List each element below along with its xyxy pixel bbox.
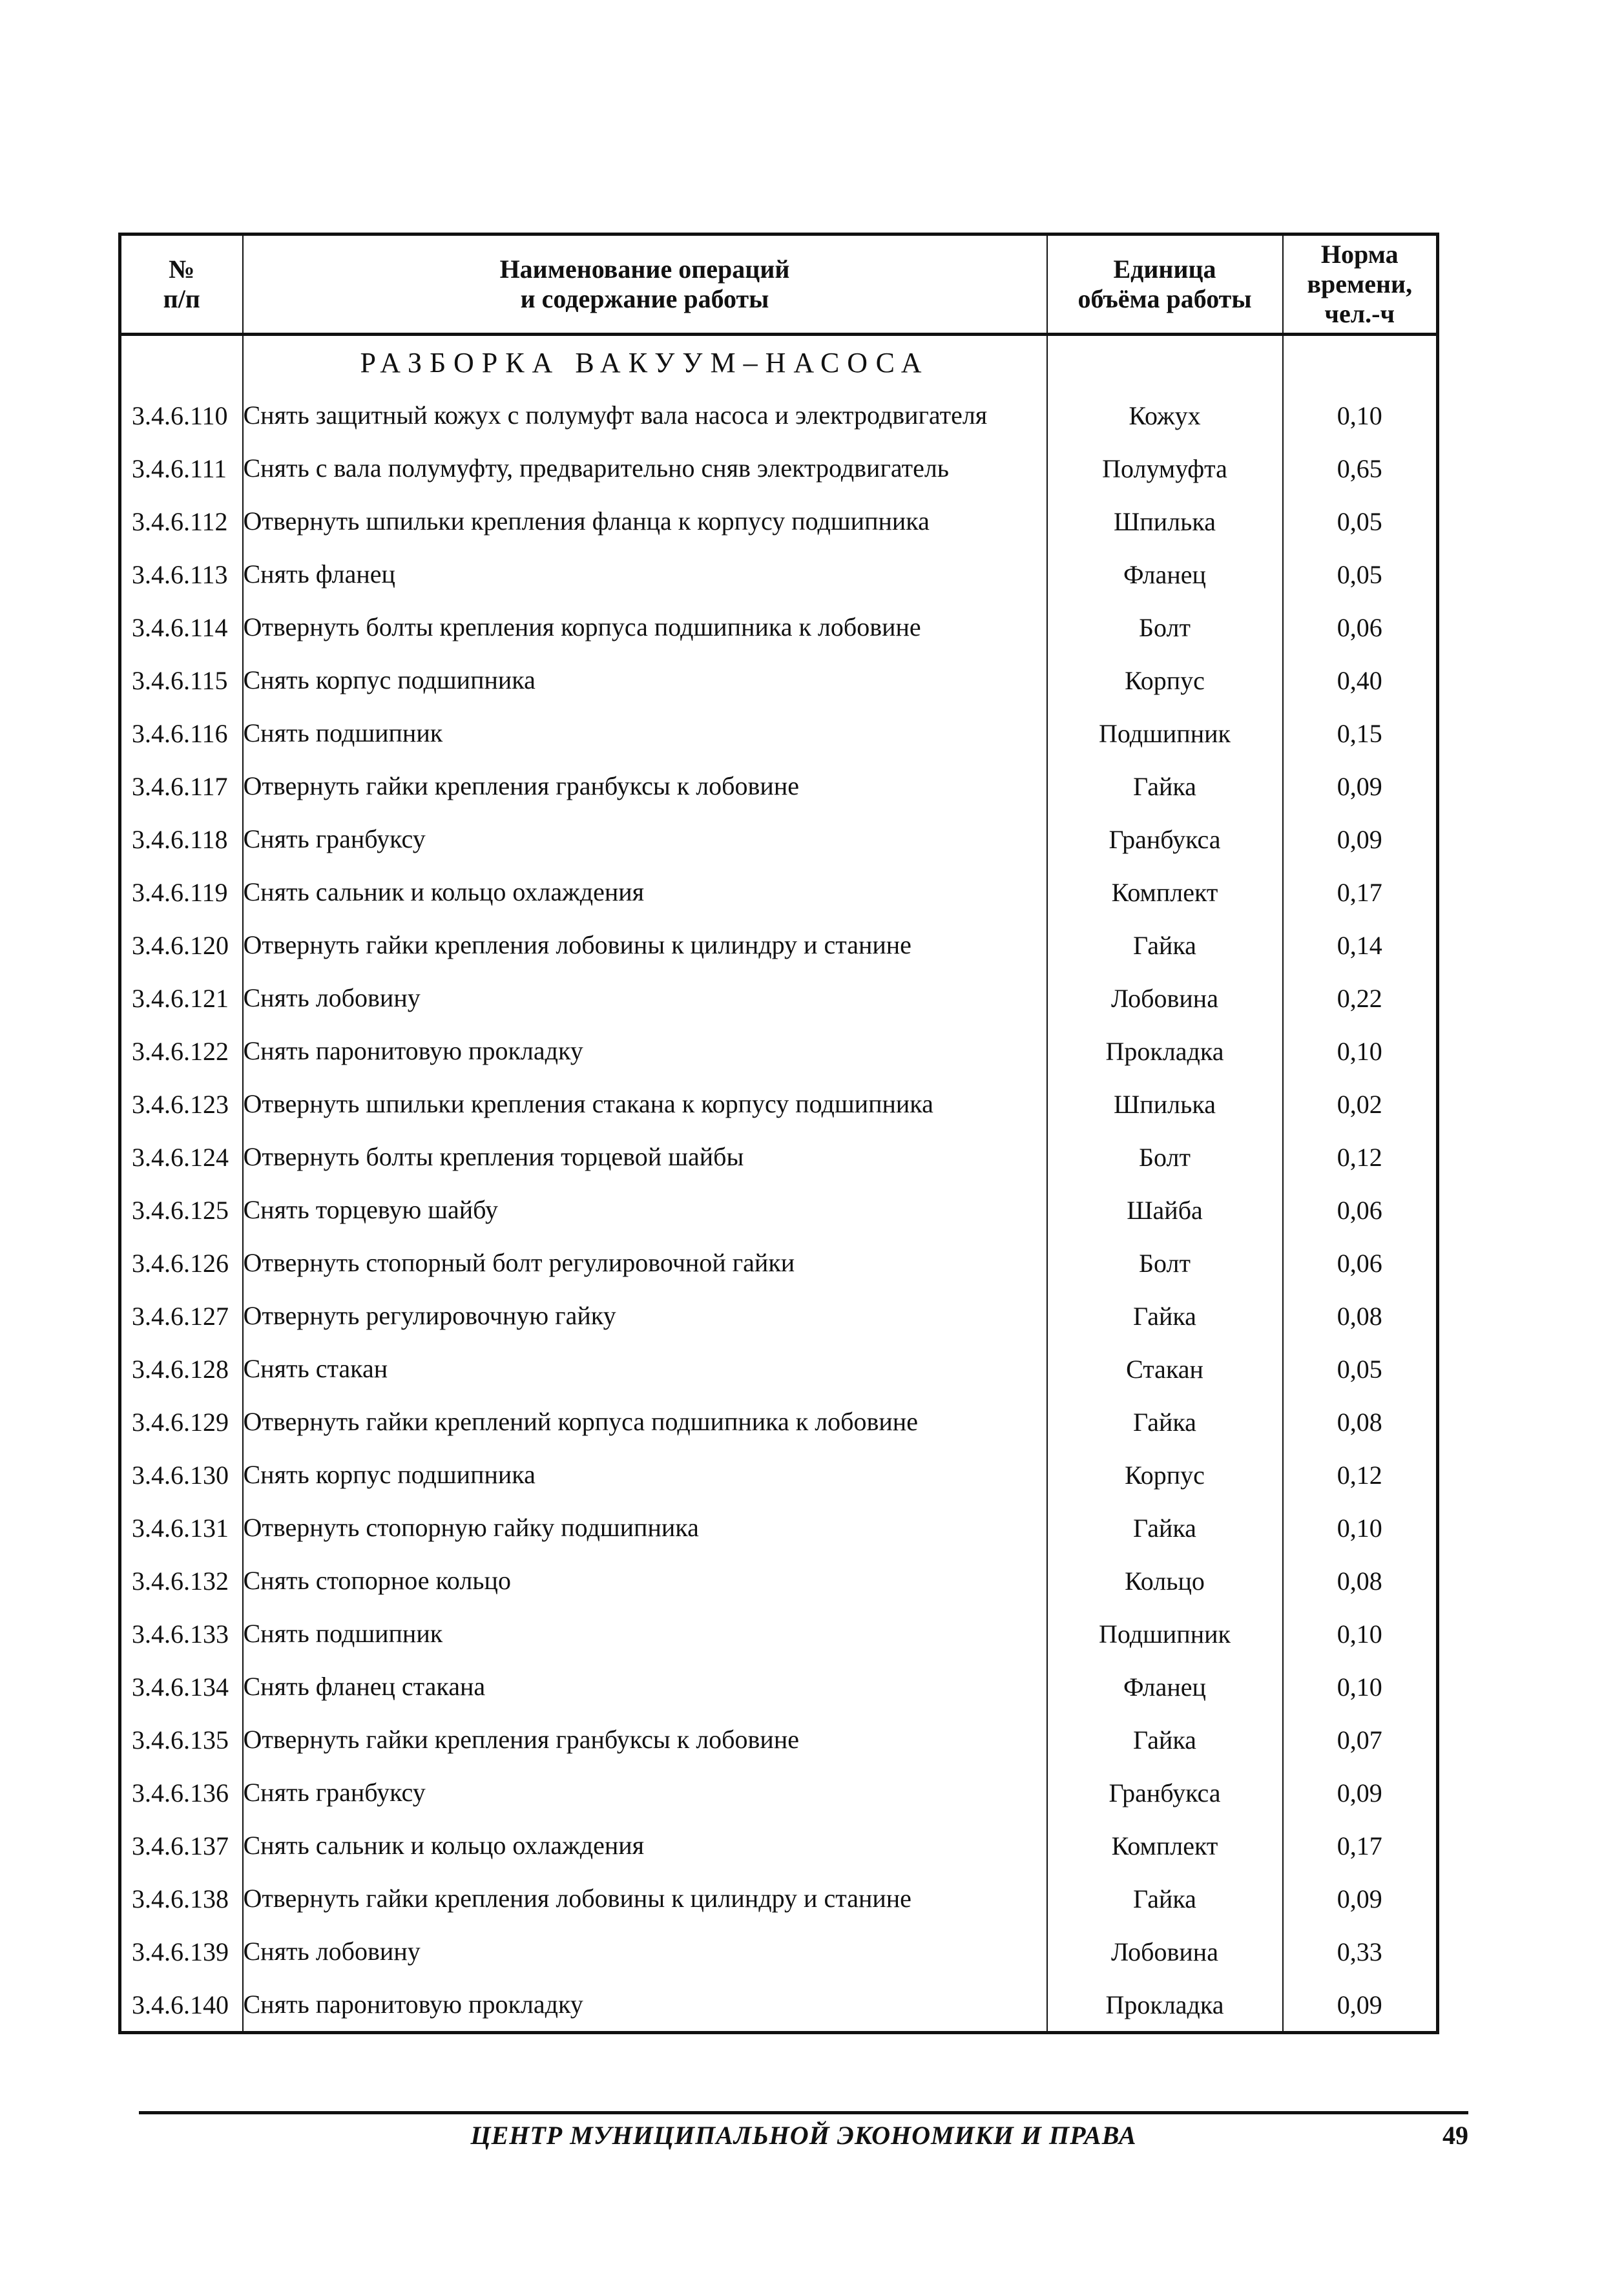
row-norm: 0,10 — [1283, 1660, 1438, 1713]
row-unit: Шпилька — [1047, 1078, 1283, 1130]
header-num-line: п/п — [163, 284, 200, 313]
row-name: Отвернуть регулировочную гайку — [243, 1289, 1047, 1342]
row-norm: 0,14 — [1283, 919, 1438, 972]
row-name: Отвернуть болты крепления корпуса подшипника к лобовине — [243, 601, 1047, 654]
row-norm: 0,06 — [1283, 1183, 1438, 1236]
row-norm: 0,02 — [1283, 1078, 1438, 1130]
row-unit: Стакан — [1047, 1342, 1283, 1395]
row-norm: 0,10 — [1283, 1025, 1438, 1078]
row-unit: Комплект — [1047, 866, 1283, 919]
row-unit: Гайка — [1047, 760, 1283, 813]
row-unit: Кольцо — [1047, 1554, 1283, 1607]
header-row — [120, 234, 1438, 335]
row-unit: Подшипник — [1047, 1607, 1283, 1660]
row-norm: 0,22 — [1283, 972, 1438, 1025]
row-norm: 0,08 — [1283, 1395, 1438, 1448]
row-norm: 0,65 — [1283, 442, 1438, 495]
row-num: 3.4.6.120 — [120, 919, 243, 972]
header-unit — [1047, 234, 1283, 335]
row-norm: 0,09 — [1283, 813, 1438, 866]
row-num: 3.4.6.118 — [120, 813, 243, 866]
row-num: 3.4.6.132 — [120, 1554, 243, 1607]
row-norm: 0,05 — [1283, 1342, 1438, 1395]
section-title: РАЗБОРКА ВАКУУМ–НАСОСА — [243, 335, 1047, 390]
table-row — [120, 760, 1438, 813]
header-norm — [1283, 234, 1438, 335]
row-unit: Фланец — [1047, 548, 1283, 601]
row-name: Снять фланец — [243, 548, 1047, 601]
table-row — [120, 495, 1438, 548]
header-num-line: № — [169, 255, 195, 284]
row-num: 3.4.6.131 — [120, 1501, 243, 1554]
row-name: Снять подшипник — [243, 1607, 1047, 1660]
row-num: 3.4.6.123 — [120, 1078, 243, 1130]
row-name: Снять защитный кожух с полумуфт вала насоса и электродвигателя — [243, 389, 1047, 442]
row-norm: 0,15 — [1283, 707, 1438, 760]
table-row — [120, 1819, 1438, 1872]
footer-organization: ЦЕНТР МУНИЦИПАЛЬНОЙ ЭКОНОМИКИ И ПРАВА — [470, 2121, 1137, 2150]
header-name — [243, 234, 1047, 335]
row-name: Отвернуть шпильки крепления фланца к корпусу подшипника — [243, 495, 1047, 548]
row-num: 3.4.6.111 — [120, 442, 243, 495]
row-num: 3.4.6.135 — [120, 1713, 243, 1766]
row-unit: Болт — [1047, 1236, 1283, 1289]
table-row — [120, 1342, 1438, 1395]
row-num: 3.4.6.126 — [120, 1236, 243, 1289]
row-num: 3.4.6.140 — [120, 1978, 243, 2033]
row-name: Отвернуть гайки крепления гранбуксы к лобовине — [243, 1713, 1047, 1766]
row-norm: 0,05 — [1283, 548, 1438, 601]
row-num: 3.4.6.117 — [120, 760, 243, 813]
row-num: 3.4.6.125 — [120, 1183, 243, 1236]
row-num: 3.4.6.129 — [120, 1395, 243, 1448]
row-unit: Шпилька — [1047, 495, 1283, 548]
table-row — [120, 707, 1438, 760]
row-unit: Корпус — [1047, 1448, 1283, 1501]
table-row — [120, 1078, 1438, 1130]
row-num: 3.4.6.113 — [120, 548, 243, 601]
table-row — [120, 548, 1438, 601]
table-row — [120, 1183, 1438, 1236]
row-name: Снять торцевую шайбу — [243, 1183, 1047, 1236]
row-num: 3.4.6.136 — [120, 1766, 243, 1819]
row-num: 3.4.6.119 — [120, 866, 243, 919]
row-unit: Корпус — [1047, 654, 1283, 707]
table-row — [120, 1660, 1438, 1713]
row-unit: Подшипник — [1047, 707, 1283, 760]
row-name: Снять с вала полумуфту, предварительно сняв электродвигатель — [243, 442, 1047, 495]
header-norm-line: Норма — [1320, 240, 1399, 269]
row-name: Отвернуть гайки крепления лобовины к цилиндру и станине — [243, 1872, 1047, 1925]
table-row — [120, 1978, 1438, 2033]
table-row — [120, 1607, 1438, 1660]
norm-table — [118, 233, 1439, 2034]
row-num: 3.4.6.138 — [120, 1872, 243, 1925]
table-row — [120, 1501, 1438, 1554]
section-unit-cell — [1047, 335, 1283, 390]
row-name: Снять сальник и кольцо охлаждения — [243, 866, 1047, 919]
table-row — [120, 972, 1438, 1025]
row-norm: 0,06 — [1283, 1236, 1438, 1289]
table-row — [120, 1236, 1438, 1289]
row-unit: Гайка — [1047, 919, 1283, 972]
row-unit: Гайка — [1047, 1872, 1283, 1925]
row-unit: Гранбукса — [1047, 1766, 1283, 1819]
row-name: Снять гранбуксу — [243, 1766, 1047, 1819]
row-num: 3.4.6.114 — [120, 601, 243, 654]
row-name: Отвернуть болты крепления торцевой шайбы — [243, 1130, 1047, 1183]
row-unit: Гайка — [1047, 1501, 1283, 1554]
table-row — [120, 919, 1438, 972]
section-num-cell — [120, 335, 243, 390]
row-unit: Лобовина — [1047, 1925, 1283, 1978]
row-num: 3.4.6.139 — [120, 1925, 243, 1978]
row-name: Снять лобовину — [243, 972, 1047, 1025]
table-row — [120, 1766, 1438, 1819]
row-unit: Прокладка — [1047, 1978, 1283, 2033]
table-row — [120, 1289, 1438, 1342]
row-num: 3.4.6.122 — [120, 1025, 243, 1078]
header-name-line: Наименование операций — [499, 255, 790, 284]
row-unit: Болт — [1047, 601, 1283, 654]
row-name: Снять корпус подшипника — [243, 1448, 1047, 1501]
header-unit-line: Единица — [1113, 255, 1216, 284]
row-unit: Гайка — [1047, 1289, 1283, 1342]
row-unit: Шайба — [1047, 1183, 1283, 1236]
table-row — [120, 389, 1438, 442]
row-norm: 0,12 — [1283, 1448, 1438, 1501]
row-name: Снять паронитовую прокладку — [243, 1025, 1047, 1078]
row-name: Отвернуть стопорную гайку подшипника — [243, 1501, 1047, 1554]
table-row — [120, 442, 1438, 495]
row-num: 3.4.6.116 — [120, 707, 243, 760]
header-unit-line: объёма работы — [1077, 284, 1252, 313]
row-num: 3.4.6.110 — [120, 389, 243, 442]
row-norm: 0,08 — [1283, 1554, 1438, 1607]
row-norm: 0,40 — [1283, 654, 1438, 707]
table-row — [120, 1130, 1438, 1183]
row-unit: Гранбукса — [1047, 813, 1283, 866]
row-num: 3.4.6.121 — [120, 972, 243, 1025]
row-norm: 0,10 — [1283, 1607, 1438, 1660]
row-name: Снять гранбуксу — [243, 813, 1047, 866]
row-unit: Гайка — [1047, 1713, 1283, 1766]
table-row — [120, 813, 1438, 866]
row-norm: 0,10 — [1283, 1501, 1438, 1554]
row-unit: Комплект — [1047, 1819, 1283, 1872]
header-name-line: и содержание работы — [520, 284, 769, 313]
row-name: Снять подшипник — [243, 707, 1047, 760]
row-name: Снять стакан — [243, 1342, 1047, 1395]
row-norm: 0,05 — [1283, 495, 1438, 548]
row-name: Отвернуть шпильки крепления стакана к корпусу подшипника — [243, 1078, 1047, 1130]
row-num: 3.4.6.115 — [120, 654, 243, 707]
table-row — [120, 1448, 1438, 1501]
table-row — [120, 601, 1438, 654]
header-norm-line: времени, — [1307, 269, 1413, 298]
row-name: Отвернуть гайки крепления гранбуксы к лобовине — [243, 760, 1047, 813]
row-norm: 0,08 — [1283, 1289, 1438, 1342]
row-num: 3.4.6.137 — [120, 1819, 243, 1872]
row-unit: Гайка — [1047, 1395, 1283, 1448]
row-norm: 0,09 — [1283, 1978, 1438, 2033]
table-row — [120, 1025, 1438, 1078]
table-row — [120, 1872, 1438, 1925]
page-number: 49 — [1442, 2121, 1468, 2150]
row-name: Снять корпус подшипника — [243, 654, 1047, 707]
table-row — [120, 654, 1438, 707]
row-norm: 0,12 — [1283, 1130, 1438, 1183]
row-unit: Полумуфта — [1047, 442, 1283, 495]
table-row — [120, 1554, 1438, 1607]
table-row — [120, 1395, 1438, 1448]
table-row — [120, 1713, 1438, 1766]
row-name: Отвернуть гайки креплений корпуса подшипника к лобовине — [243, 1395, 1047, 1448]
row-norm: 0,10 — [1283, 389, 1438, 442]
row-norm: 0,09 — [1283, 1872, 1438, 1925]
row-norm: 0,09 — [1283, 1766, 1438, 1819]
row-num: 3.4.6.134 — [120, 1660, 243, 1713]
row-num: 3.4.6.127 — [120, 1289, 243, 1342]
row-norm: 0,07 — [1283, 1713, 1438, 1766]
row-name: Снять стопорное кольцо — [243, 1554, 1047, 1607]
table-row — [120, 1925, 1438, 1978]
header-num — [120, 234, 243, 335]
row-norm: 0,17 — [1283, 1819, 1438, 1872]
row-unit: Кожух — [1047, 389, 1283, 442]
footer-rule — [139, 2111, 1468, 2114]
row-name: Снять фланец стакана — [243, 1660, 1047, 1713]
section-row — [120, 335, 1438, 390]
row-name: Снять лобовину — [243, 1925, 1047, 1978]
row-unit: Лобовина — [1047, 972, 1283, 1025]
row-norm: 0,17 — [1283, 866, 1438, 919]
row-num: 3.4.6.128 — [120, 1342, 243, 1395]
row-unit: Прокладка — [1047, 1025, 1283, 1078]
row-num: 3.4.6.133 — [120, 1607, 243, 1660]
row-name: Отвернуть гайки крепления лобовины к цилиндру и станине — [243, 919, 1047, 972]
row-num: 3.4.6.130 — [120, 1448, 243, 1501]
row-norm: 0,06 — [1283, 601, 1438, 654]
row-name: Снять паронитовую прокладку — [243, 1978, 1047, 2033]
row-name: Снять сальник и кольцо охлаждения — [243, 1819, 1047, 1872]
row-unit: Болт — [1047, 1130, 1283, 1183]
row-name: Отвернуть стопорный болт регулировочной гайки — [243, 1236, 1047, 1289]
row-norm: 0,09 — [1283, 760, 1438, 813]
row-norm: 0,33 — [1283, 1925, 1438, 1978]
row-unit: Фланец — [1047, 1660, 1283, 1713]
section-norm-cell — [1283, 335, 1438, 390]
table-row — [120, 866, 1438, 919]
header-norm-line: чел.-ч — [1324, 299, 1395, 328]
row-num: 3.4.6.112 — [120, 495, 243, 548]
row-num: 3.4.6.124 — [120, 1130, 243, 1183]
